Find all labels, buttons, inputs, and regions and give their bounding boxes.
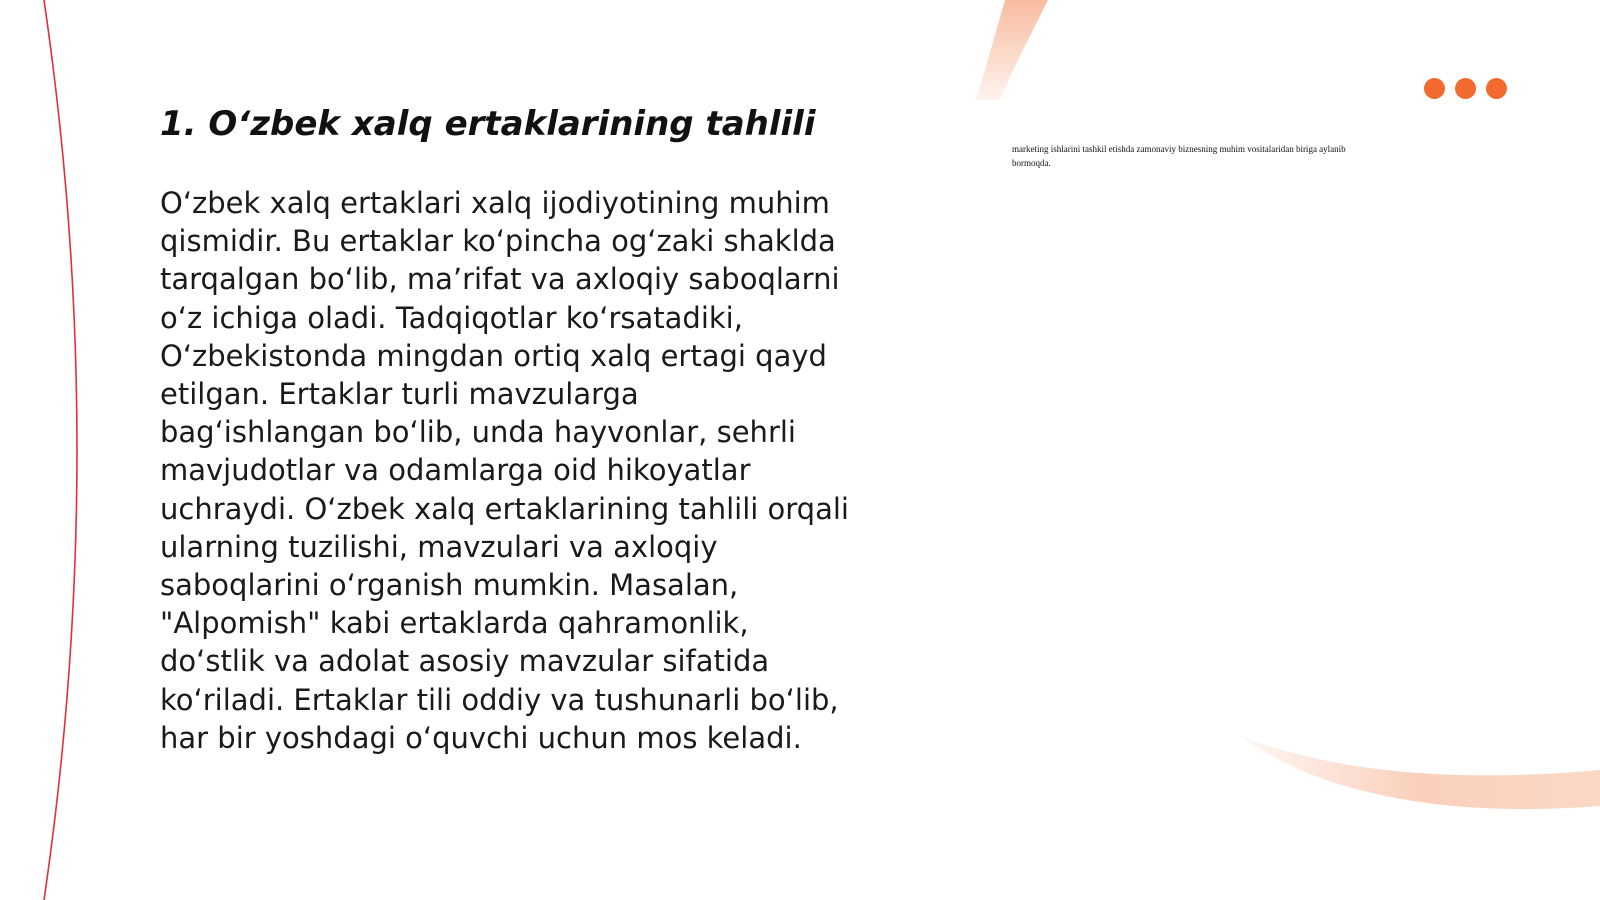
decorative-dots [1424, 78, 1507, 99]
slide-title: 1. O‘zbek xalq ertaklarining tahlili [160, 104, 816, 144]
dot-2 [1455, 78, 1476, 99]
dot-3 [1486, 78, 1507, 99]
top-swoosh [976, 0, 1048, 100]
side-note-text: marketing ishlarini tashkil etishda zamonaviy biznesning muhim vositalaridan biriga aylanib bormoqda. [1012, 144, 1346, 168]
slide-body-text: O‘zbek xalq ertaklari xalq ijodiyotining muhim qismidir. Bu ertaklar ko‘pincha og‘zaki shaklda tarqalgan bo‘lib, ma’rifat va axloqiy saboqlarni o‘z ichiga oladi. Tadqiqotlar ko‘rsatadiki, O‘zbekistonda mingdan ortiq xalq ertagi qayd etilgan. Ertaklar turli mavzularga bag‘ishlangan bo‘lib, unda hayvonlar, sehrli mavjudotlar va odamlarga oid hikoyatlar uchraydi. O‘zbek xalq ertaklarining tahlili orqali ularning tuzilishi, mavzulari va axloqiy saboqlarini o‘rganish mumkin. Masalan, "Alpomish" kabi ertaklarda qahramonlik, do‘stlik va adolat asosiy mavzular sifatida ko‘riladi. Ertaklar tili oddiy va tushunarli bo‘lib, har bir yoshdagi o‘quvchi uchun mos keladi. [160, 186, 849, 755]
dot-1 [1424, 78, 1445, 99]
bottom-swoosh [1240, 736, 1600, 809]
left-accent-curve [44, 0, 77, 900]
